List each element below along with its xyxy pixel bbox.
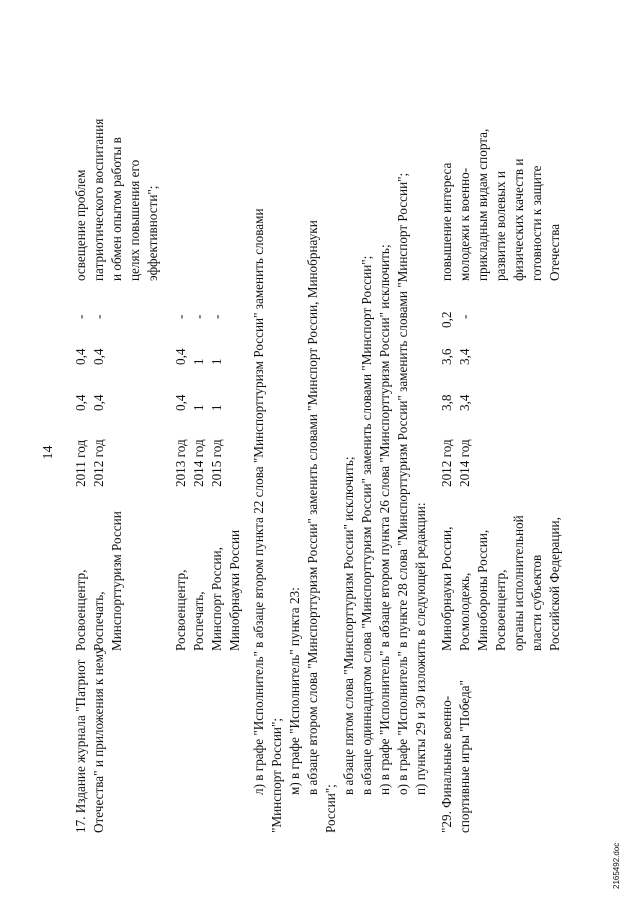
cell-line: 2012 год (439, 439, 454, 487)
amendment-n: н) в графе "Исполнитель" в абзаце втором пункта 26 слова "Минспорттуризм России" исключить; (377, 244, 392, 795)
amendment-m-sub1-line2: России"; (323, 784, 338, 833)
cell-line: готовности к защите (529, 165, 544, 281)
row17b-executors-cell (172, 491, 244, 651)
cell-line: - (173, 314, 188, 319)
amendment-p: п) пункты 29 и 30 изложить в следующей редакции: (413, 502, 428, 795)
row17-federal-cell (72, 331, 108, 365)
row29-years-cell (438, 425, 474, 487)
cell-line: 17. Издание журнала "Патриот (73, 659, 88, 833)
cell-line: 2015 год (209, 439, 224, 487)
amendment-l-line1: л) в графе "Исполнитель" в абзаце втором пункта 22 слова "Минспорттуризм России" заменить словами (251, 208, 266, 795)
cell-line: Отечества (547, 223, 562, 281)
cell-line: молодежи к военно- (457, 167, 472, 281)
cell-line: власти субъектов (529, 554, 544, 651)
cell-line: 1 (191, 358, 206, 365)
amendment-l-line2: "Минспорт России"; (269, 717, 284, 833)
cell-line: 3,6 (439, 348, 454, 365)
cell-line: целях повышения его (127, 159, 142, 281)
row17-executors-cell (72, 491, 126, 651)
page-number: 14 (41, 445, 56, 460)
cell-line: прикладным видам спорта, (475, 128, 490, 281)
cell-line: 0,4 (91, 394, 106, 411)
cell-line: Минспорт России, (209, 547, 224, 651)
row17-result-cell (72, 76, 162, 281)
cell-line: освещение проблем (73, 169, 88, 281)
cell-line: 1 (209, 358, 224, 365)
row17b-total-cell (172, 377, 226, 411)
cell-line: 0,4 (173, 348, 188, 365)
cell-line: - (91, 314, 106, 319)
cell-line: - (457, 314, 472, 319)
cell-line: развитие волевых и (493, 171, 508, 281)
row17-years-cell (72, 425, 108, 487)
cell-line: 1 (191, 404, 206, 411)
cell-line: Минобрнауки России (227, 529, 242, 651)
row29-executors-cell (438, 491, 564, 651)
row17-total-cell (72, 377, 108, 411)
cell-line: 3,4 (457, 394, 472, 411)
row17b-years-cell (172, 425, 226, 487)
amendment-m-sub1-line1: в абзаце втором слова "Минспорттуризм России" заменить словами "Минспорт России, Минобрнауки (305, 220, 320, 795)
row29-other-cell (438, 298, 474, 328)
cell-line: органы исполнительной (511, 515, 526, 651)
row17-other-cell (72, 305, 108, 319)
cell-line: 2013 год (173, 439, 188, 487)
cell-line: 2014 год (191, 439, 206, 487)
cell-line: повышение интереса (439, 162, 454, 281)
row29-total-cell (438, 377, 474, 411)
cell-line: Отечества" и приложения к нему (91, 647, 106, 833)
row29-name-cell (438, 661, 474, 833)
cell-line: - (73, 314, 88, 319)
cell-line: 1 (209, 404, 224, 411)
row29-federal-cell (438, 331, 474, 365)
cell-line: 0,4 (173, 394, 188, 411)
cell-line: Минобрнауки России, (439, 526, 454, 651)
cell-line: Минспорттуризм России (109, 511, 124, 651)
cell-line: 3,8 (439, 394, 454, 411)
cell-line: Роспечать, (191, 591, 206, 651)
cell-line: патриотического воспитания (91, 118, 106, 281)
cell-line: - (191, 314, 206, 319)
amendment-m: м) в графе "Исполнитель" пункта 23: (287, 587, 302, 795)
document-id: 2165492.doc (612, 842, 621, 889)
cell-line: физических качеств и (511, 158, 526, 281)
cell-line: Российской Федерации, (547, 517, 562, 651)
cell-line: 0,4 (91, 348, 106, 365)
amendment-m-sub3: в абзаце одиннадцатом слова "Минспорттуризм России" заменить словами "Минспорт России"; (359, 255, 374, 795)
cell-line: "29. Финальные военно- (439, 695, 454, 833)
cell-line: - (209, 314, 224, 319)
cell-line: Роспечать, (91, 591, 106, 651)
cell-line: Минобороны России, (475, 529, 490, 651)
cell-line: 2012 год (91, 439, 106, 487)
cell-line: Росвоенцентр, (493, 569, 508, 651)
cell-line: Росвоенцентр, (73, 569, 88, 651)
cell-line: Росмолодежь, (457, 572, 472, 651)
amendment-o: о) в графе "Исполнитель" в пункте 28 слова "Минспорттуризм России" заменить словами "Минспорт России"; (395, 172, 410, 795)
row17-name-cell (72, 647, 108, 833)
row17b-other-cell (172, 305, 226, 319)
cell-line: спортивные игры "Победа" (457, 680, 472, 833)
cell-line: 0,4 (73, 394, 88, 411)
cell-line: эффективности"; (145, 185, 160, 281)
cell-line: 3,4 (457, 348, 472, 365)
cell-line: 0,4 (73, 348, 88, 365)
cell-line: 0,2 (439, 311, 454, 328)
cell-line: Росвоенцентр, (173, 569, 188, 651)
cell-line: 2014 год (457, 439, 472, 487)
row29-result-cell (438, 76, 564, 281)
cell-line: и обмен опытом работы в (109, 137, 124, 281)
row17b-federal-cell (172, 331, 226, 365)
amendment-m-sub2: в абзаце пятом слова "Минспорттуризм России" исключить; (341, 456, 356, 795)
cell-line: 2011 год (73, 439, 88, 487)
